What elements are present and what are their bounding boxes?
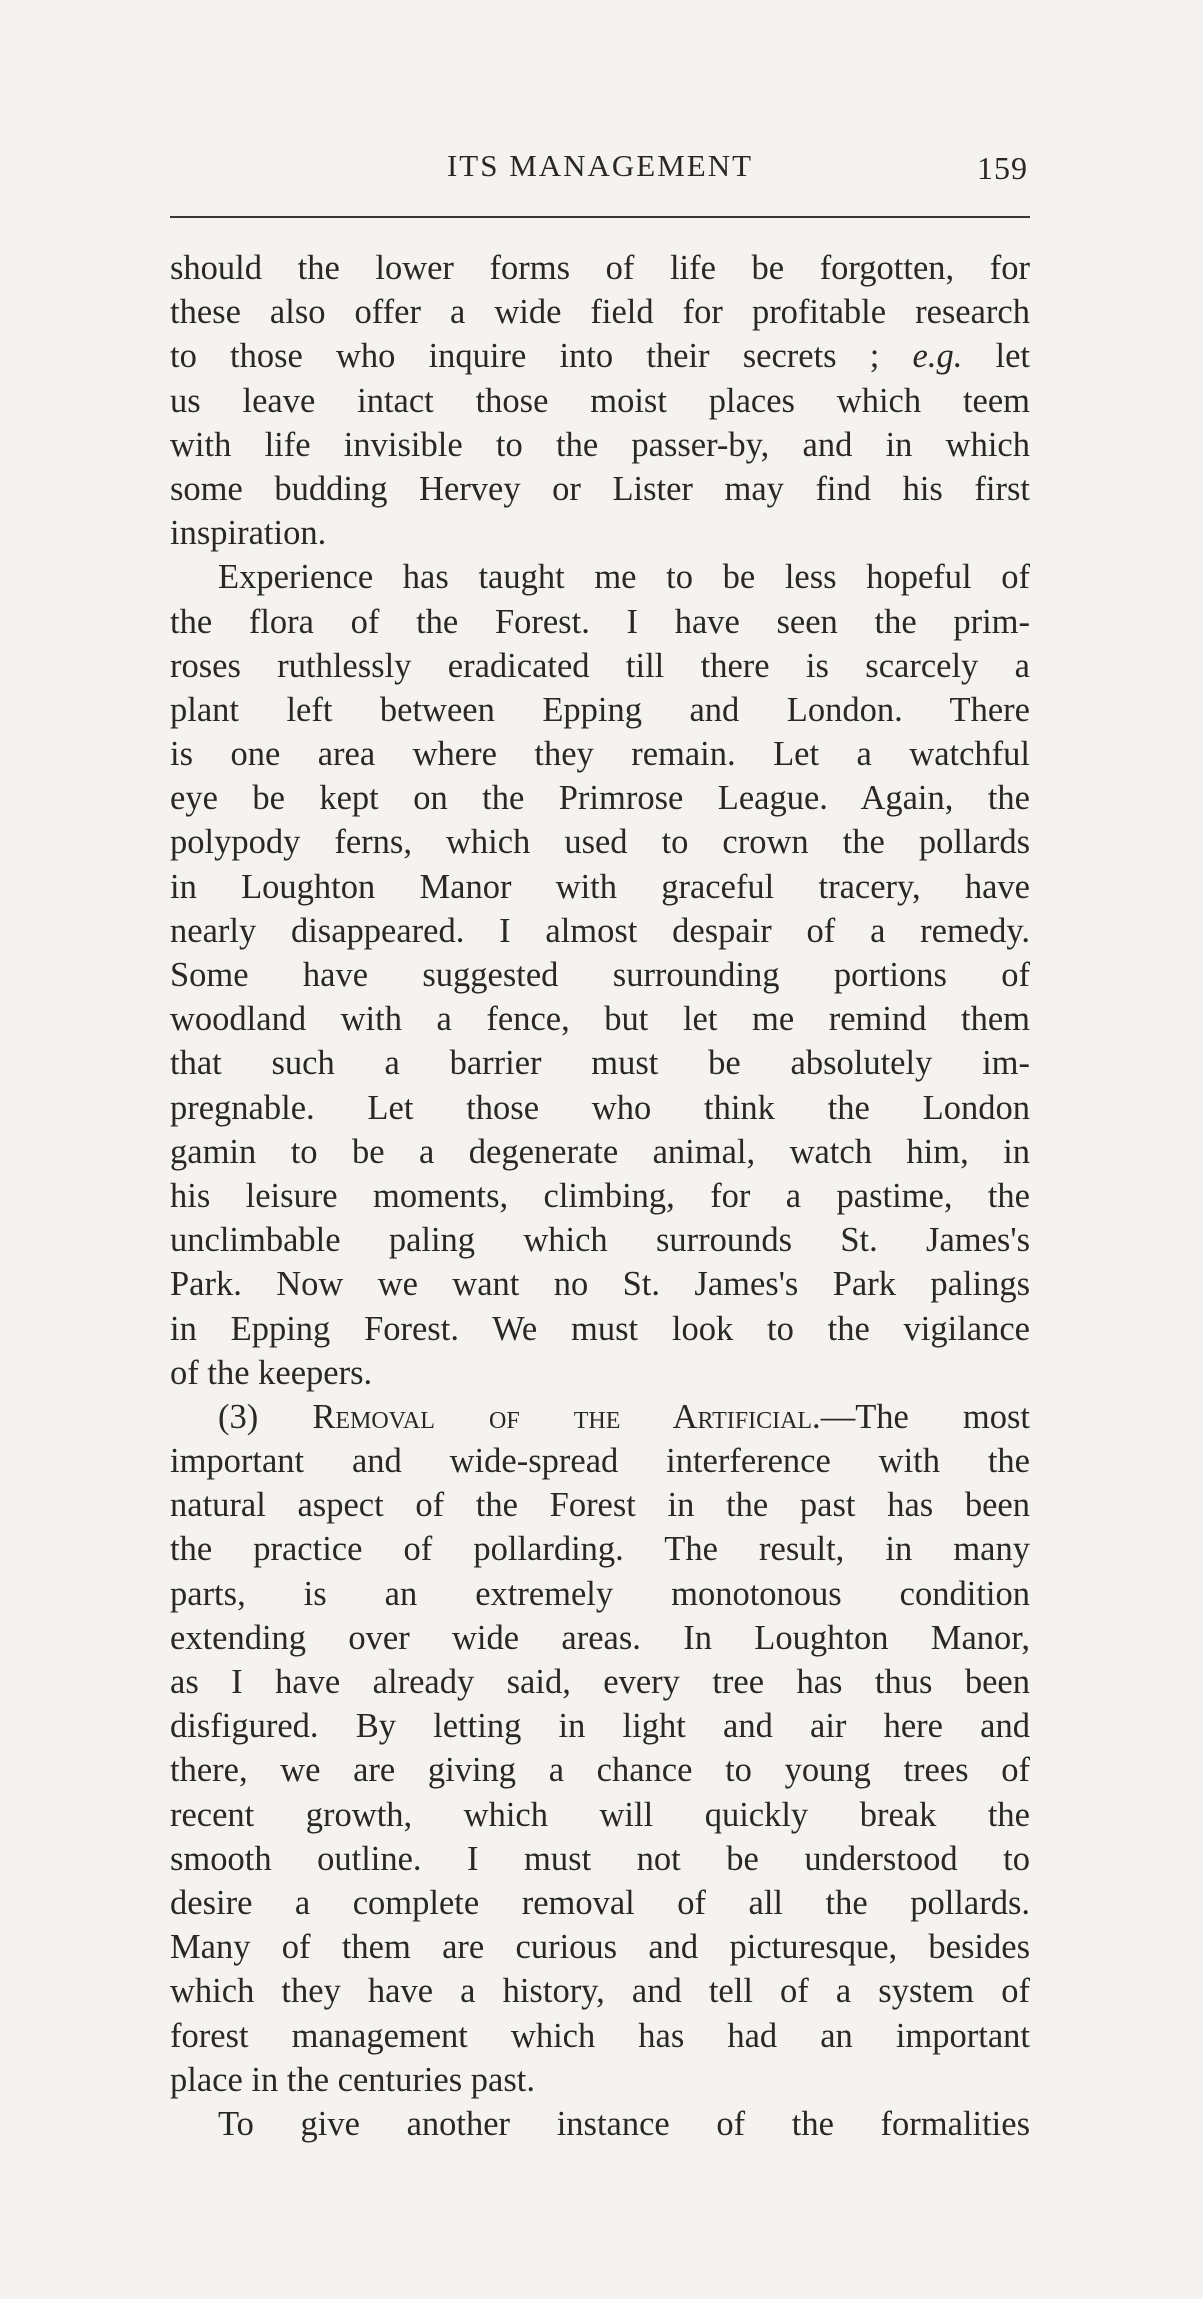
text-line <box>170 1395 1030 1439</box>
text-line: extending over wide areas. In Loughton Manor, <box>170 1618 1030 1657</box>
text-line: which they have a history, and tell of a system of <box>170 1972 1030 2011</box>
text-line: some budding Hervey or Lister may find his first <box>170 469 1030 508</box>
text-line: gamin to be a degenerate animal, watch him, in <box>170 1132 1030 1171</box>
text-line: Some have suggested surrounding portions of <box>170 956 1030 994</box>
text-line: the practice of pollarding. The result, in many <box>170 1530 1030 1569</box>
text-line: parts, is an extremely monotonous condition <box>170 1574 1030 1613</box>
text-line: should the lower forms of life be forgotten, for <box>170 249 1030 287</box>
text-line: in Epping Forest. We must look to the vigilance <box>170 1309 1030 1348</box>
running-head: ITS MANAGEMENT <box>446 148 754 183</box>
text-fragment: let <box>995 337 1030 376</box>
text-line: in Loughton Manor with graceful tracery, have <box>170 867 1030 906</box>
text-fragment: —The most <box>820 1397 1031 1436</box>
paragraph-4 <box>170 2102 1030 2146</box>
text-line: Many of them are curious and picturesque, besides <box>170 1928 1030 1967</box>
text-line: Experience has taught me to be less hopeful of <box>218 558 1030 597</box>
italic-abbreviation: e.g. <box>912 337 963 376</box>
text-line: woodland with a fence, but let me remind them <box>170 1000 1030 1039</box>
text-line: with life invisible to the passer-by, and in which <box>170 425 1030 464</box>
text-line: the flora of the Forest. I have seen the prim- <box>170 602 1030 641</box>
text-line: recent growth, which will quickly break the <box>170 1795 1030 1834</box>
text-line: natural aspect of the Forest in the past has been <box>170 1486 1030 1525</box>
text-fragment: to those who inquire into their secrets ; <box>170 337 880 376</box>
text-line: us leave intact those moist places which teem <box>170 381 1030 420</box>
text-line: is one area where they remain. Let a watchful <box>170 735 1030 774</box>
text-line: nearly disappeared. I almost despair of a remedy. <box>170 911 1030 950</box>
text-line: To give another instance of the formalities <box>218 2104 1030 2143</box>
text-line: these also offer a wide field for profitable research <box>170 293 1030 332</box>
text-line: forest management which has had an important <box>170 2016 1030 2055</box>
text-line: plant left between Epping and London. There <box>170 690 1030 729</box>
text-line: roses ruthlessly eradicated till there is scarcely a <box>170 646 1030 685</box>
page-number: 159 <box>977 150 1028 186</box>
text-line <box>170 334 1030 378</box>
text-line: Park. Now we want no St. James's Park palings <box>170 1265 1030 1304</box>
paragraph-1 <box>170 246 1030 555</box>
text-line: inspiration. <box>170 514 327 553</box>
text-line: as I have already said, every tree has thus been <box>170 1663 1030 1701</box>
page-header <box>170 146 1030 196</box>
section-heading: Removal of the Artificial. <box>312 1397 821 1436</box>
paragraph-2 <box>170 555 1030 1395</box>
text-line: disfigured. By letting in light and air here and <box>170 1707 1030 1746</box>
text-line: polypody ferns, which used to crown the pollards <box>170 823 1030 862</box>
text-line: his leisure moments, climbing, for a pastime, the <box>170 1176 1030 1215</box>
text-line: eye be kept on the Primrose League. Again, the <box>170 779 1030 818</box>
text-line: desire a complete removal of all the pollards. <box>170 1883 1030 1922</box>
text-line: important and wide-spread interference with the <box>170 1442 1030 1481</box>
section-number: (3) <box>218 1397 259 1436</box>
text-line: smooth outline. I must not be understood to <box>170 1839 1030 1878</box>
text-line: of the keepers. <box>170 1353 373 1392</box>
header-rule <box>170 216 1030 218</box>
text-line: unclimbable paling which surrounds St. James's <box>170 1221 1030 1260</box>
body-text <box>170 246 1030 2146</box>
text-line: there, we are giving a chance to young trees of <box>170 1751 1030 1790</box>
text-line: that such a barrier must be absolutely im- <box>170 1044 1030 1083</box>
text-line: pregnable. Let those who think the London <box>170 1088 1030 1127</box>
text-line: place in the centuries past. <box>170 2060 535 2099</box>
paragraph-3 <box>170 1395 1030 2102</box>
